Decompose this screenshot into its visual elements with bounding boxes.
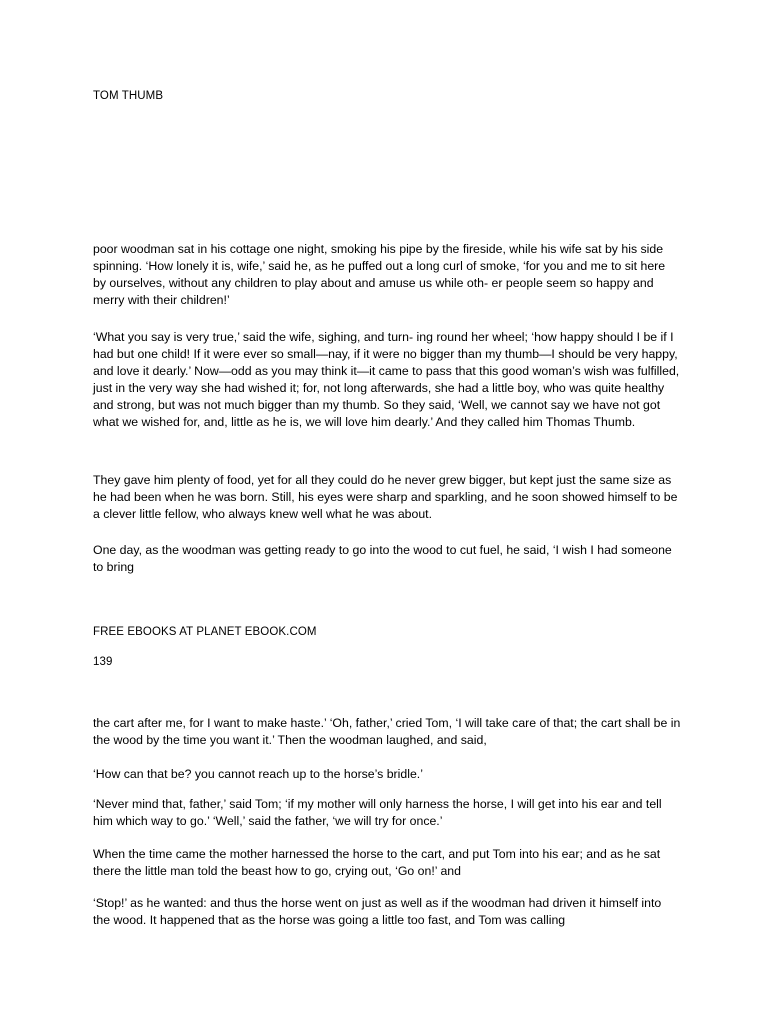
paragraph-8: When the time came the mother harnessed the horse to the cart, and put Tom into his ear; and as he sat there the little man told the beast how to go, crying out, ‘Go on!’ and [93, 847, 661, 878]
paragraph-5: the cart after me, for I want to make haste.’ ‘Oh, father,’ cried Tom, ‘I will take care of that; the cart shall be in the wood by the time you want it.’ Then the woodman laughed, and said, [93, 716, 681, 747]
paragraph-3: They gave him plenty of food, yet for all they could do he never grew bigger, but kept just the same size as he had been when he was born. Still, his eyes were sharp and sparkling, and he soon showed himself to be a clever little fellow, who always knew well what he was about. [93, 473, 678, 521]
paragraph-1: poor woodman sat in his cottage one night, smoking his pipe by the fireside, while his wife sat by his side spinning. ‘How lonely it is, wife,’ said he, as he puffed out a long curl of smoke, ‘for you and me to sit here by ourselves, without any children to play about and amuse us while oth- er people seem so happy and merry with their children!’ [93, 242, 666, 307]
page-number: 139 [93, 656, 113, 668]
paragraph-7: ‘Never mind that, father,’ said Tom; ‘if my mother will only harness the horse, I will get into his ear and tell him which way to go.’ ‘Well,’ said the father, ‘we will try for once.’ [93, 797, 662, 828]
footer-source: FREE EBOOKS AT PLANET EBOOK.COM [93, 626, 317, 638]
page-header-title: TOM THUMB [93, 90, 164, 102]
paragraph-4: One day, as the woodman was getting ready to go into the wood to cut fuel, he said, ‘I wish I had someone to bring [93, 543, 672, 574]
paragraph-2: ‘What you say is very true,’ said the wife, sighing, and turn- ing round her wheel; ‘how happy should I be if I had but one child! If it were ever so small—nay, if it were no bigger than my thumb—I should be very happy, and love it dearly.’ Now—odd as you may think it—it came to pass that this good woman’s wish was fulfilled, just in the very way she had wished it; for, not long afterwards, she had a little boy, who was quite healthy and strong, but was not much bigger than my thumb. So they said, ‘Well, we cannot say we have not got what we wished for, and, little as he is, we will love him dearly.’ And they called him Thomas Thumb. [93, 330, 680, 429]
paragraph-9: ‘Stop!’ as he wanted: and thus the horse went on just as well as if the woodman had driven it himself into the wood. It happened that as the horse was going a little too fast, and Tom was calling [93, 896, 662, 927]
paragraph-6: ‘How can that be? you cannot reach up to the horse’s bridle.’ [93, 767, 423, 781]
